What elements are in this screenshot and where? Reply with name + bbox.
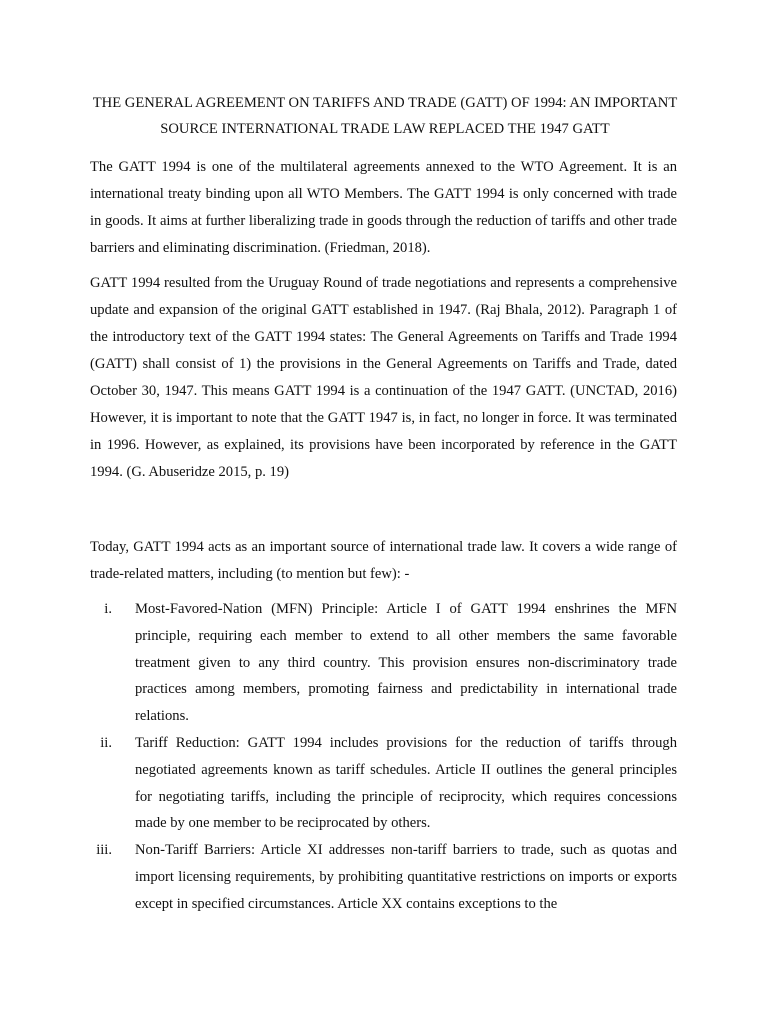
paragraph-gatt-overview: The GATT 1994 is one of the multilateral agreements annexed to the WTO Agreement. It is an international treaty binding upon all WTO Members. The GATT 1994 is only concerned with trade in goods. It aims at further liberalizing trade in goods through the reduction of tariffs and other trade barriers and eliminating discrimination. (Friedman, 2018).	[90, 159, 677, 256]
list-item	[90, 730, 677, 837]
list-item-number: i.	[104, 601, 112, 617]
list-item-number: iii.	[96, 842, 112, 859]
document-title: THE GENERAL AGREEMENT ON TARIFFS AND TRADE (GATT) OF 1994: AN IMPORTANT SOURCE INTERNATIONAL TRADE LAW REPLACED THE 1947 GATT	[92, 95, 678, 137]
list-item-text: Most-Favored-Nation (MFN) Principle: Article I of GATT 1994 enshrines the MFN principle, requiring each member to extend to all other members the same favorable treatment given to any third country. This provision ensures non-discriminatory trade practices among members, promoting fairness and predictability in international trade relations.	[135, 601, 677, 725]
list-item-number: ii.	[100, 734, 112, 751]
numbered-list	[90, 596, 677, 918]
list-item-text: Non-Tariff Barriers: Article XI addresses non-tariff barriers to trade, such as quotas and import licensing requirements, by prohibiting quantitative restrictions on imports or exports except in specified circumstances. Article XX contains exceptions to the	[135, 842, 677, 912]
list-item	[90, 837, 677, 917]
paragraph-today: Today, GATT 1994 acts as an important source of international trade law. It covers a wide range of trade-related matters, including (to mention but few): -	[90, 539, 677, 582]
list-item-text: Tariff Reduction: GATT 1994 includes provisions for the reduction of tariffs through negotiated agreements known as tariff schedules. Article II outlines the general principles for negotiating tariffs, including the principle of reciprocity, which requires concessions made by one member to be reciprocated by others.	[135, 734, 677, 832]
list-item	[90, 596, 677, 730]
paragraph-uruguay-round: GATT 1994 resulted from the Uruguay Round of trade negotiations and represents a comprehensive update and expansion of the original GATT established in 1947. (Raj Bhala, 2012). Paragraph 1 of the introductory text of the GATT 1994 states: The General Agreements on Tariffs and Trade 1994 (GATT) shall consist of 1) the provisions in the General Agreements on Tariffs and Trade, dated October 30, 1947. This means GATT 1994 is a continuation of the 1947 GATT. (UNCTAD, 2016) However, it is important to note that the GATT 1947 is, in fact, no longer in force. It was terminated in 1996. However, as explained, its provisions have been incorporated by reference in the GATT 1994. (G. Abuseridze 2015, p. 19)	[90, 275, 677, 480]
